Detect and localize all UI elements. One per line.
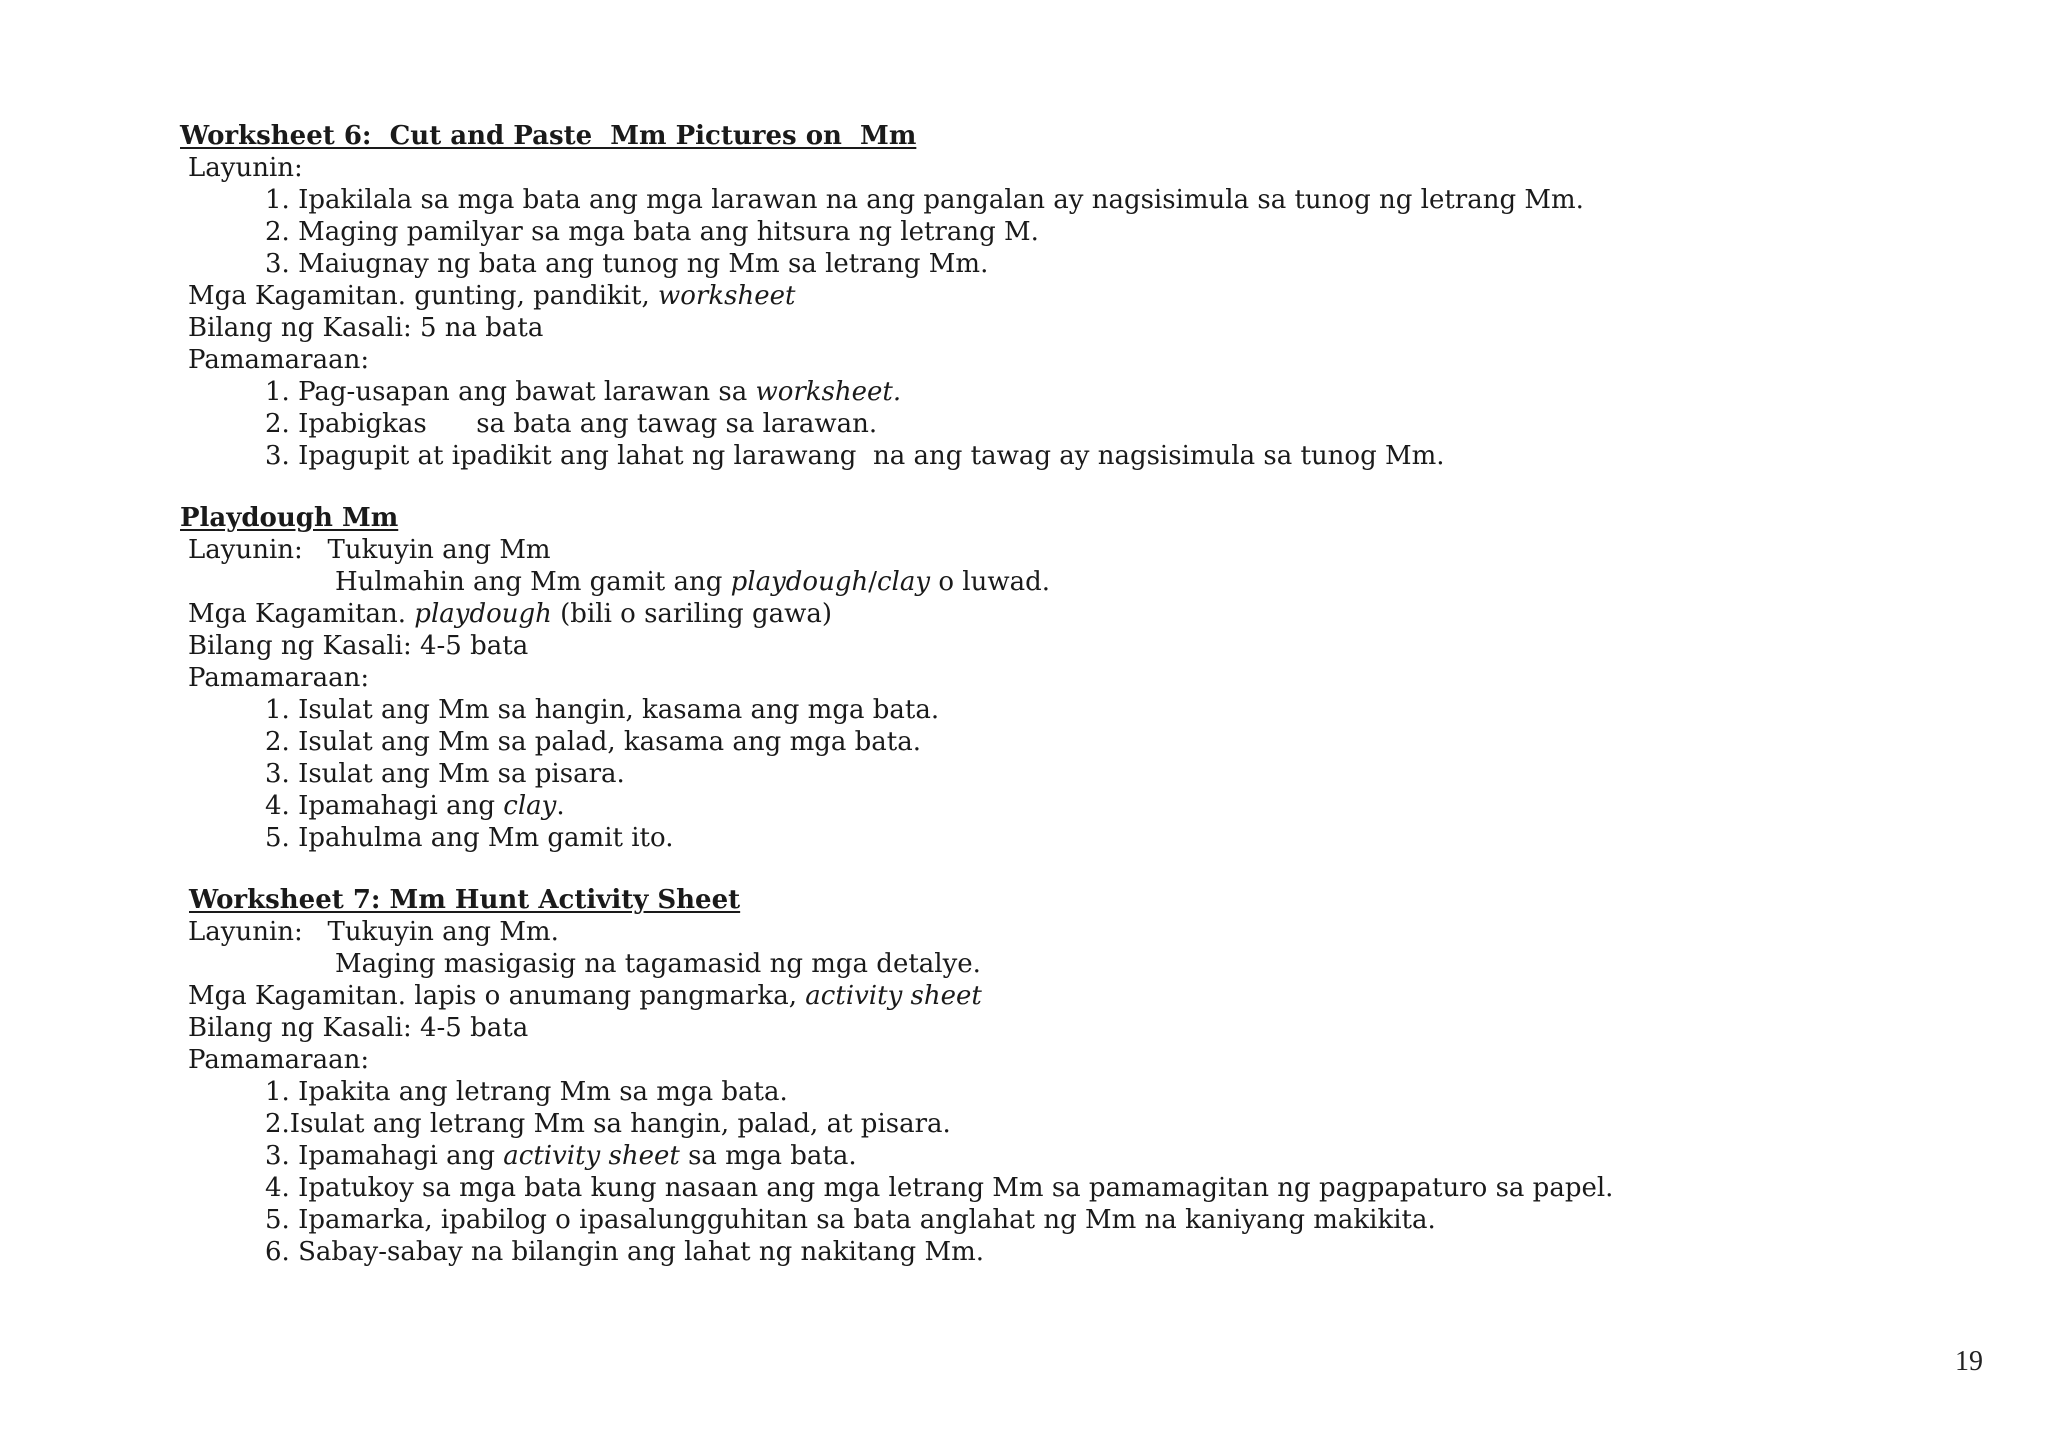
- ws6-objective-1: 1. Ipakilala sa mga bata ang mga larawan na ang pangalan ay nagsisimula sa tunog ng letrang Mm.: [265, 185, 1584, 215]
- playdough-step-2: 2. Isulat ang Mm sa palad, kasama ang mga bata.: [265, 727, 921, 757]
- ws6-layunin-label: Layunin:: [188, 153, 303, 183]
- playdough-step-4: [265, 790, 565, 822]
- page-number: 19: [1955, 1346, 1983, 1377]
- ws6-step-2: 2. Ipabigkas sa bata ang tawag sa larawan.: [265, 409, 878, 439]
- ws6-materials-italic: worksheet: [658, 281, 796, 311]
- playdough-step-3: 3. Isulat ang Mm sa pisara.: [265, 759, 625, 789]
- ws7-objective-2: Maging masigasig na tagamasid ng mga detalye.: [335, 949, 981, 979]
- ws6-participants: Bilang ng Kasali: 5 na bata: [188, 313, 544, 343]
- ws7-step-4: 4. Ipatukoy sa mga bata kung nasaan ang mga letrang Mm sa pamamagitan ng pagpapaturo sa papel.: [265, 1173, 1614, 1203]
- ws7-step-1: 1. Ipakita ang letrang Mm sa mga bata.: [265, 1077, 788, 1107]
- ws6-step-3: 3. Ipagupit at ipadikit ang lahat ng larawang na ang tawag ay nagsisimula sa tunog Mm.: [265, 441, 1445, 471]
- playdough-procedure-label: Pamamaraan:: [188, 663, 370, 693]
- ws6-step-1-text: 1. Pag-usapan ang bawat larawan sa: [265, 377, 756, 407]
- ws6-materials: [188, 280, 795, 312]
- worksheet-6-title: Worksheet 6: Cut and Paste Mm Pictures on Mm: [180, 121, 917, 151]
- playdough-step-4-italic: clay: [503, 791, 557, 821]
- ws7-materials-text: Mga Kagamitan. lapis o anumang pangmarka,: [188, 981, 806, 1011]
- ws7-step-2: 2.Isulat ang letrang Mm sa hangin, palad, at pisara.: [265, 1109, 951, 1139]
- worksheet-7-title: Worksheet 7: Mm Hunt Activity Sheet: [189, 885, 741, 915]
- playdough-objective-2-slash: /: [868, 567, 877, 597]
- ws7-step-3-text: 3. Ipamahagi ang: [265, 1141, 504, 1171]
- playdough-objective-2-suffix: o luwad.: [930, 567, 1050, 597]
- ws6-objective-2: 2. Maging pamilyar sa mga bata ang hitsura ng letrang M.: [265, 217, 1039, 247]
- ws6-objective-3: 3. Maiugnay ng bata ang tunog ng Mm sa letrang Mm.: [265, 249, 989, 279]
- playdough-participants: Bilang ng Kasali: 4-5 bata: [188, 631, 529, 661]
- playdough-objective-2-italic-1: playdough: [730, 567, 869, 597]
- ws7-layunin: Layunin: Tukuyin ang Mm.: [188, 917, 559, 947]
- playdough-objective-2-italic-2: clay: [877, 567, 931, 597]
- ws7-step-6: 6. Sabay-sabay na bilangin ang lahat ng nakitang Mm.: [265, 1237, 984, 1267]
- playdough-materials-suffix: (bili o sariling gawa): [551, 599, 832, 629]
- playdough-layunin: Layunin: Tukuyin ang Mm: [188, 535, 551, 565]
- ws7-step-3-suffix: sa mga bata.: [679, 1141, 857, 1171]
- ws6-step-1: [265, 376, 901, 408]
- playdough-objective-2-text: Hulmahin ang Mm gamit ang: [335, 567, 731, 597]
- ws7-procedure-label: Pamamaraan:: [188, 1045, 370, 1075]
- playdough-materials-text: Mga Kagamitan.: [188, 599, 415, 629]
- playdough-step-4-text: 4. Ipamahagi ang: [265, 791, 504, 821]
- playdough-materials: [188, 598, 832, 630]
- ws7-step-3-italic: activity sheet: [503, 1141, 680, 1171]
- ws6-step-1-italic: worksheet.: [755, 377, 902, 407]
- playdough-title: Playdough Mm: [180, 503, 399, 533]
- ws7-step-5: 5. Ipamarka, ipabilog o ipasalungguhitan sa bata anglahat ng Mm na kaniyang makikita.: [265, 1205, 1436, 1235]
- ws6-materials-text: Mga Kagamitan. gunting, pandikit,: [188, 281, 659, 311]
- ws7-materials-italic: activity sheet: [805, 981, 982, 1011]
- ws7-materials: [188, 980, 982, 1012]
- ws6-procedure-label: Pamamaraan:: [188, 345, 370, 375]
- ws7-step-3: [265, 1140, 857, 1172]
- playdough-step-5: 5. Ipahulma ang Mm gamit ito.: [265, 823, 674, 853]
- playdough-step-1: 1. Isulat ang Mm sa hangin, kasama ang mga bata.: [265, 695, 940, 725]
- playdough-objective-2: [335, 566, 1050, 598]
- playdough-materials-italic: playdough: [414, 599, 552, 629]
- playdough-step-4-suffix: .: [556, 791, 565, 821]
- ws7-participants: Bilang ng Kasali: 4-5 bata: [188, 1013, 529, 1043]
